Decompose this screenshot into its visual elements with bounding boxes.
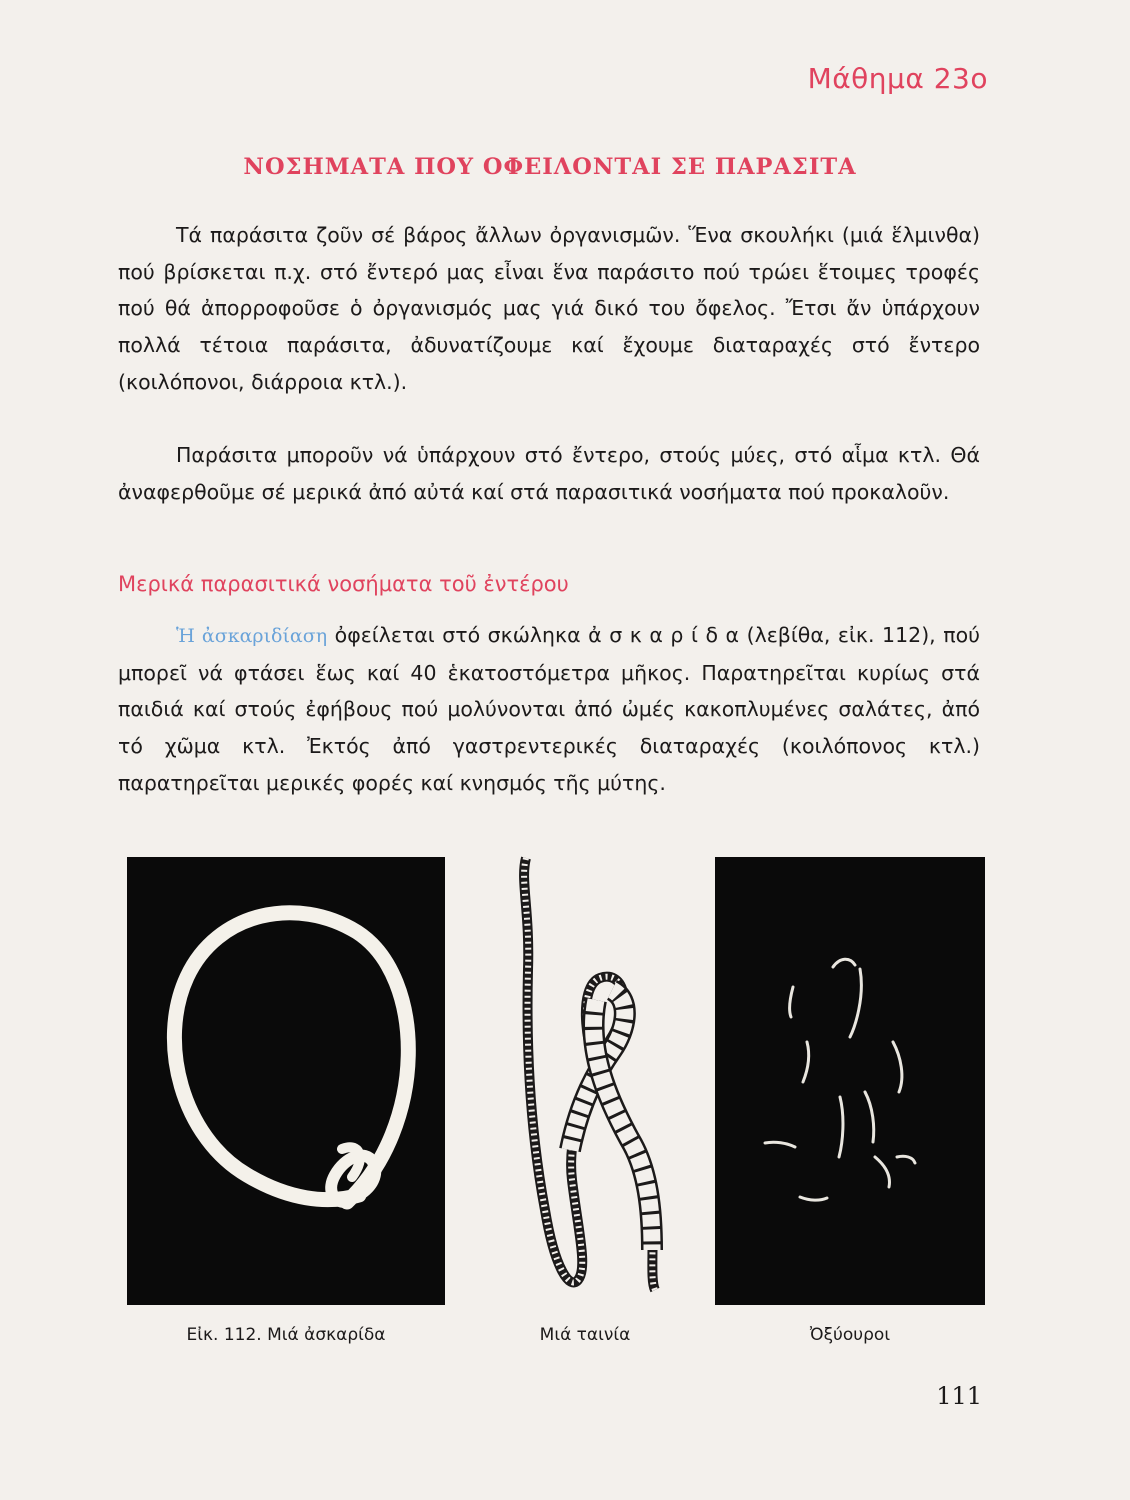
parasites-paragraph: Παράσιτα μποροῦν νά ὑπάρχουν στό ἔντερο, στούς μύες, στό αἷμα κτλ. Θά ἀναφερθοῦμε σέ μερικά ἀπό αὐτά καί στά παρασιτικά νοσήματα πού προκαλοῦν. xyxy=(118,443,980,504)
figure-tapeworm xyxy=(500,850,670,1320)
intro-paragraph: Τά παράσιτα ζοῦν σέ βάρος ἄλλων ὀργανισμῶν. Ἕνα σκουλήκι (μιά ἕλμινθα) πού βρίσκεται π.χ. στό ἔντερό μας εἶναι ἕνα παράσιτο πού τρώει ἕτοιμες τροφές πού θά ἀπορροφοῦσε ὁ ὀργανισμός μας γιά δικό του ὄφελος. Ἔτσι ἄν ὑπάρχουν πολλά τέτοια παράσιτα, ἀδυνατίζουμε καί ἔχουμε διαταραχές στό ἔντερο (κοιλόπονοι, διάρροια κτλ.). xyxy=(118,223,980,394)
figure-caption-roundworm: Εἰκ. 112. Μιά ἀσκαρίδα xyxy=(186,1325,386,1345)
pinworms-illustration xyxy=(715,857,985,1305)
figure-caption-tapeworm: Μιά ταινία xyxy=(539,1325,631,1345)
page-title: ΝΟΣΗΜΑΤΑ ΠΟΥ ΟΦΕΙΛΟΝΤΑΙ ΣΕ ΠΑΡΑΣΙΤΑ xyxy=(243,154,857,180)
roundworm-illustration xyxy=(127,857,445,1305)
figure-caption-pinworms: Ὀξύουροι xyxy=(809,1325,891,1345)
ascariasis-paragraph xyxy=(118,617,980,802)
figure-roundworm xyxy=(127,857,445,1305)
page-number: 111 xyxy=(936,1382,982,1410)
ascariasis-text: ὀφείλεται στό σκώληκα ἀ σ κ α ρ ί δ α (λεβίθα, εἰκ. 112), πού μπορεῖ νά φτάσει ἕως καί 40 ἑκατοστόμετρα μῆκος. Παρατηρεῖται κυρίως στά παιδιά καί στούς ἐφήβους πού μολύνονται ἀπό ὠμές κακοπλυμένες σαλάτες, ἀπό τό χῶμα κτλ. Ἐκτός ἀπό γαστρεντερικές διαταραχές (κοιλόπονος κτλ.) παρατηρεῖται μερικές φορές καί κνησμός τῆς μύτης. xyxy=(118,623,980,795)
tapeworm-illustration xyxy=(500,850,670,1320)
ascariasis-term: Ἡ ἀσκαριδίαση xyxy=(176,625,328,647)
lesson-heading: Μάθημα 23ο xyxy=(807,62,988,95)
section-subheading: Μερικά παρασιτικά νοσήματα τοῦ ἐντέρου xyxy=(118,572,569,596)
figure-pinworms xyxy=(715,857,985,1305)
